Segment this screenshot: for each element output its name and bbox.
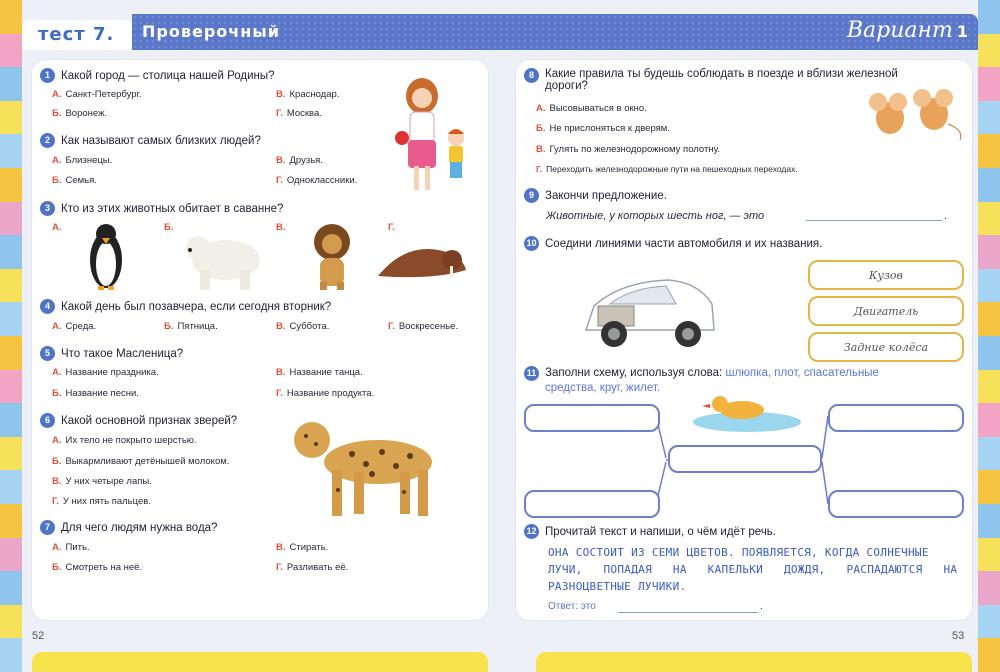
question-number: 3 xyxy=(40,201,55,216)
question-text: Кто из этих животных обитает в саванне? xyxy=(61,202,284,215)
answer-option[interactable]: Б. Название песни. xyxy=(52,388,139,399)
title-bar xyxy=(132,14,978,50)
question-number: 8 xyxy=(524,68,539,83)
reading-text-line: РАЗНОЦВЕТНЫЕ ЛУЧИКИ. xyxy=(548,580,687,593)
reading-text-line: ОНА СОСТОИТ ИЗ СЕМИ ЦВЕТОВ. ПОЯВЛЯЕТСЯ, КОГДА СОЛНЕЧНЫЕ xyxy=(548,546,929,559)
answer-option[interactable]: Б. Пятница. xyxy=(164,321,218,332)
answer-option[interactable]: В. Краснодар. xyxy=(276,89,340,100)
question-number: 6 xyxy=(40,413,55,428)
question-text: Какой город — столица нашей Родины? xyxy=(61,69,275,82)
car-illustration xyxy=(580,260,720,356)
right-color-strip xyxy=(978,0,1000,672)
question-text: Какой основной признак зверей? xyxy=(61,414,238,427)
option-label[interactable]: В. xyxy=(276,222,286,233)
answer-option[interactable]: В. Суббота. xyxy=(276,321,330,332)
question-number: 7 xyxy=(40,520,55,535)
answer-option[interactable]: Г. Одноклассники. xyxy=(276,175,358,186)
answer-option[interactable]: А. Близнецы. xyxy=(52,155,113,166)
scheme-box[interactable] xyxy=(828,490,964,518)
question-5 xyxy=(40,346,183,361)
question-number: 1 xyxy=(40,68,55,83)
question-7 xyxy=(40,520,217,535)
scheme-box[interactable] xyxy=(524,490,660,518)
question-4 xyxy=(40,299,331,314)
question-text: Что такое Масленица? xyxy=(61,347,184,360)
answer-line[interactable] xyxy=(618,612,758,613)
right-page xyxy=(516,60,972,620)
reading-text-line: ЛУЧИ, ПОПАДАЯ НА КАПЕЛЬКИ ДОЖДЯ, РАСПАДАЮТСЯ НА xyxy=(548,563,958,576)
answer-option[interactable]: Г. Москва. xyxy=(276,108,322,119)
scheme-center-box[interactable] xyxy=(668,445,822,473)
bottom-bar-right xyxy=(536,652,972,672)
mother-child-illustration xyxy=(392,68,482,196)
page-number-right: 53 xyxy=(952,630,965,642)
question-8 xyxy=(524,68,898,92)
answer-option[interactable]: В. Стирать. xyxy=(276,542,329,553)
answer-option[interactable]: В. Название танца. xyxy=(276,367,363,378)
sentence-start: Животные, у которых шесть ног, — это xyxy=(546,210,765,222)
question-9 xyxy=(524,188,667,203)
test-label: тест 7. xyxy=(22,20,132,50)
answer-option[interactable]: А. Название праздника. xyxy=(52,367,159,378)
question-12 xyxy=(524,524,776,539)
question-number: 5 xyxy=(40,346,55,361)
scheme-box[interactable] xyxy=(524,404,660,432)
option-label[interactable]: А. xyxy=(52,222,62,233)
question-6 xyxy=(40,413,237,428)
answer-option[interactable]: В. Друзья. xyxy=(276,155,323,166)
variant-label: Вариант 1 xyxy=(846,18,968,43)
question-3 xyxy=(40,201,283,216)
question-text: Соедини линиями части автомобиля и их названия. xyxy=(545,237,823,250)
question-text: Какой день был позавчера, если сегодня вторник? xyxy=(61,300,332,313)
answer-option[interactable]: А. Среда. xyxy=(52,321,97,332)
answer-option[interactable]: А. Их тело не покрыто шерстью. xyxy=(52,435,197,446)
leopard-image xyxy=(282,410,452,520)
question-text: Прочитай текст и напиши, о чём идёт речь. xyxy=(545,525,776,538)
lion-image[interactable] xyxy=(304,220,360,292)
answer-option[interactable]: Г. Переходить железнодорожные пути на пешеходных переходах. xyxy=(536,164,798,174)
answer-option[interactable]: Б. Смотреть на неё. xyxy=(52,562,143,573)
question-text: Какие правила ты будешь соблюдать в поезде и вблизи железной дороги? xyxy=(545,68,898,92)
question-1 xyxy=(40,68,275,83)
scheme-box[interactable] xyxy=(828,404,964,432)
question-number: 9 xyxy=(524,188,539,203)
question-number: 2 xyxy=(40,133,55,148)
question-text: Для чего людям нужна вода? xyxy=(61,521,218,534)
question-number: 12 xyxy=(524,524,539,539)
penguin-image[interactable] xyxy=(84,220,128,292)
left-color-strip xyxy=(0,0,22,672)
answer-label: Ответ: это xyxy=(548,601,596,612)
answer-option[interactable]: Б. Не прислоняться к дверям. xyxy=(536,123,670,134)
question-2 xyxy=(40,133,261,148)
bottom-bar-left xyxy=(32,652,488,672)
answer-end: . xyxy=(760,601,763,612)
question-number: 11 xyxy=(524,366,539,381)
page-title: Проверочный xyxy=(142,22,280,41)
option-label[interactable]: Б. xyxy=(164,222,174,233)
question-number: 4 xyxy=(40,299,55,314)
answer-line[interactable] xyxy=(806,220,942,221)
answer-option[interactable]: А. Высовываться в окно. xyxy=(536,103,647,114)
question-number: 10 xyxy=(524,236,539,251)
answer-option[interactable]: Б. Выкармливают детёнышей молоком. xyxy=(52,456,230,467)
left-page xyxy=(32,60,488,620)
car-part-box[interactable]: Кузов xyxy=(808,260,964,290)
page-number-left: 52 xyxy=(32,630,45,642)
answer-option[interactable]: Г. Название продукта. xyxy=(276,388,375,399)
answer-option[interactable]: В. У них четыре лапы. xyxy=(52,476,152,487)
car-part-box[interactable]: Задние колёса xyxy=(808,332,964,362)
question-text: Как называют самых близких людей? xyxy=(61,134,261,147)
answer-option[interactable]: Г. Разливать её. xyxy=(276,562,349,573)
answer-option[interactable]: А. Санкт-Петербург. xyxy=(52,89,142,100)
answer-option[interactable]: Б. Семья. xyxy=(52,175,97,186)
walrus-image[interactable] xyxy=(374,240,470,284)
sentence-end: . xyxy=(944,210,948,222)
question-text: Закончи предложение. xyxy=(545,189,667,202)
question-10 xyxy=(524,236,822,251)
answer-option[interactable]: Г. Воскресенье. xyxy=(388,321,459,332)
answer-option[interactable]: В. Гулять по железнодорожному полотну. xyxy=(536,144,721,155)
car-part-box[interactable]: Двигатель xyxy=(808,296,964,326)
polar-bear-image[interactable] xyxy=(184,226,264,292)
answer-option[interactable]: А. Пить. xyxy=(52,542,90,553)
mice-illustration xyxy=(864,84,964,144)
answer-option[interactable]: Г. У них пять пальцев. xyxy=(52,496,151,507)
question-text: Заполни схему, используя слова: шлюпка, плот, спасательные средства, круг, жилет. xyxy=(545,367,879,394)
answer-option[interactable]: Б. Воронеж. xyxy=(52,108,108,119)
option-label[interactable]: Г. xyxy=(388,222,395,233)
